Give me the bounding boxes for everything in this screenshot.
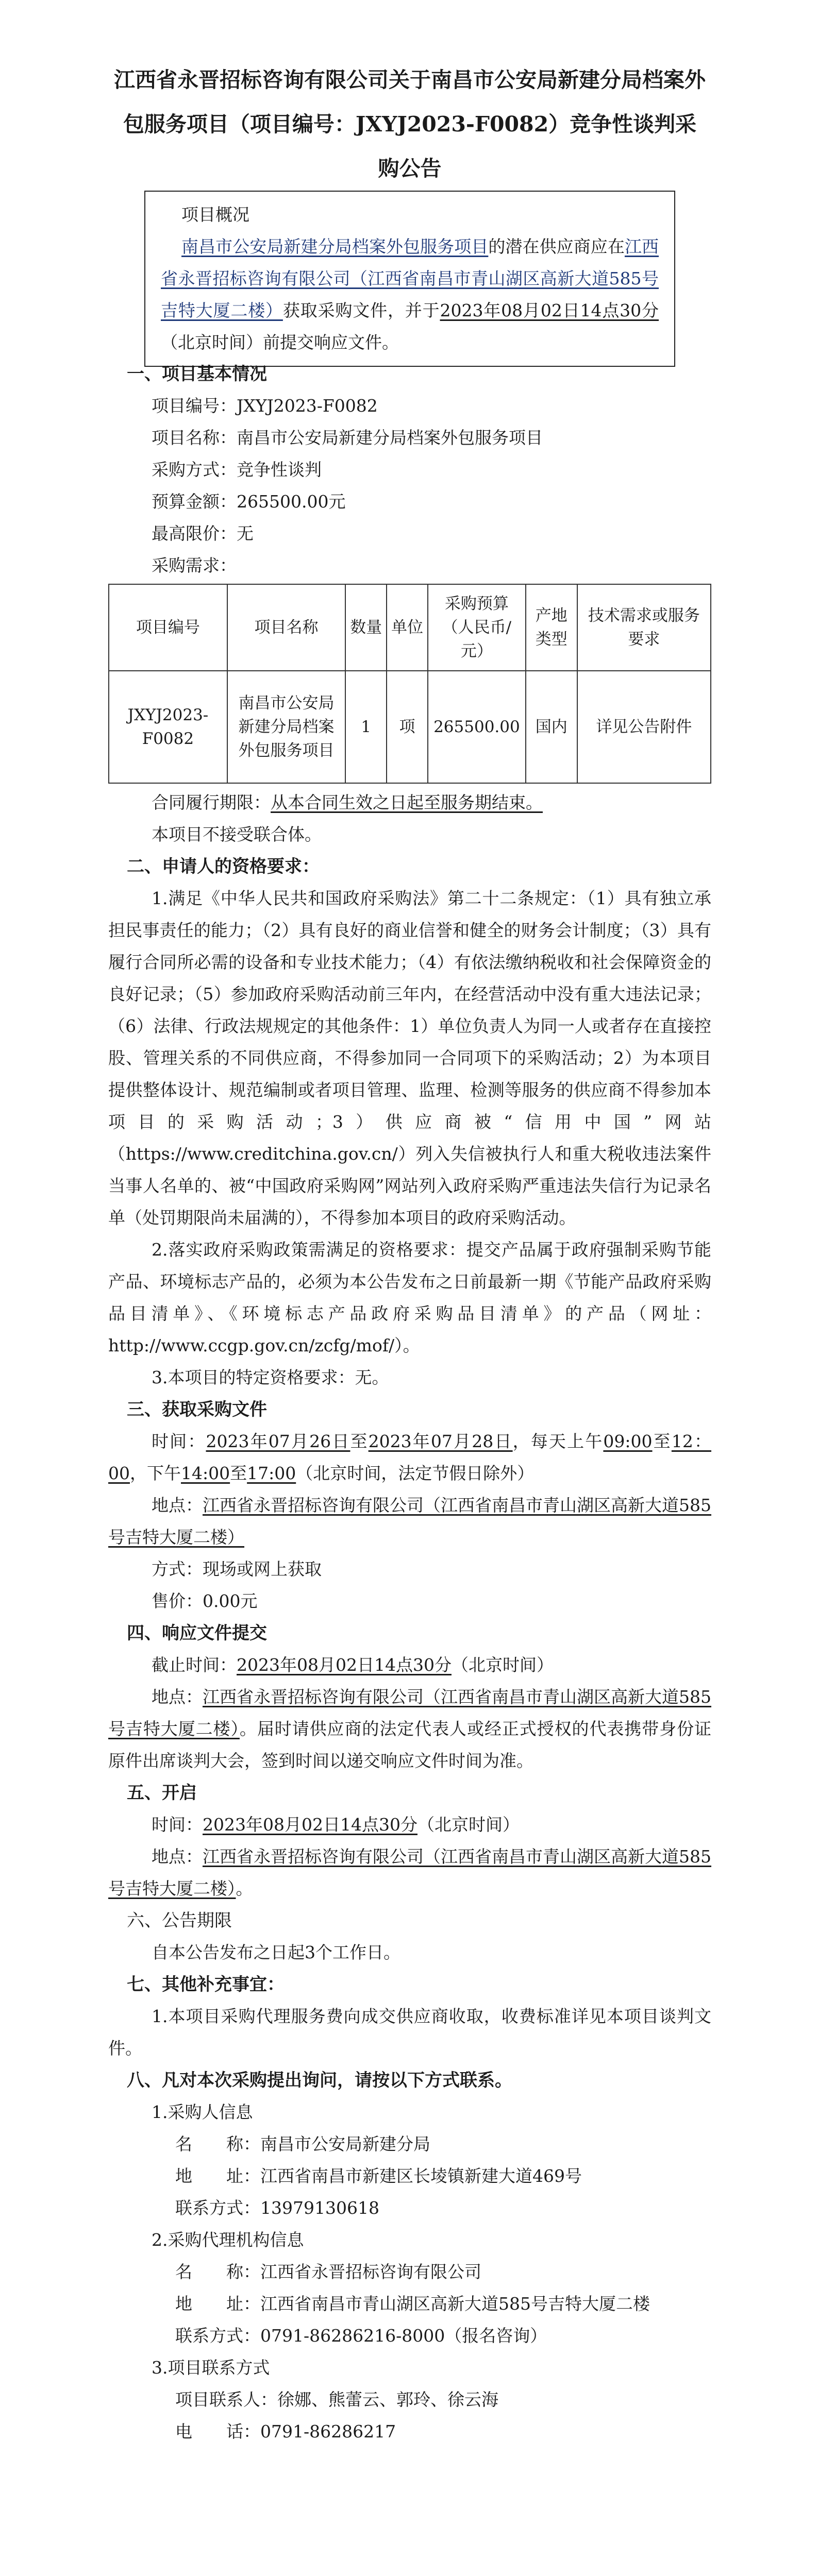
to-text: 至 (652, 1431, 672, 1451)
project-contact-phone (108, 2416, 711, 2448)
table-header-cell: 技术需求或服务要求 (577, 584, 711, 671)
place-suffix: 。届时请供应商的法定代表人或经正式授权的代表携带身份证原件出席谈判大会，签到时间以递交响应文件时间为准。 (108, 1719, 712, 1771)
agency-name (108, 2256, 711, 2288)
demand-label: 采购需求： (152, 555, 237, 575)
table-header-row (109, 584, 711, 671)
project-contact-person (108, 2384, 711, 2416)
table-cell: 项 (387, 671, 428, 783)
agency-phone (108, 2320, 711, 2352)
phone-value: 0791-86286217 (260, 2421, 396, 2442)
table-row (109, 671, 711, 783)
overview-heading: 项目概况 (181, 205, 249, 225)
phone-label: 联系方式： (175, 2198, 260, 2218)
table-cell: JXYJ2023-F0082 (109, 671, 227, 783)
time-suffix: （北京时间） (417, 1815, 520, 1835)
qualification-paragraph-3: 3.本项目的特定资格要求：无。 (152, 1367, 389, 1387)
project-number: 项目编号：JXYJ2023-F0082 (152, 396, 378, 416)
page-title: 江西省永晋招标咨询有限公司关于南昌市公安局新建分局档案外包服务项目（项目编号：JXYJ2023-F0082）竞争性谈判采购公告 (114, 67, 706, 181)
table-header-cell: 数量 (345, 584, 387, 671)
overview-text-a: 的潜在供应商应在 (488, 236, 625, 257)
acquisition-way: 方式：现场或网上获取 (152, 1559, 322, 1579)
name-value: 江西省永晋招标咨询有限公司 (260, 2262, 481, 2282)
overview-text-c: （北京时间）前提交响应文件。 (161, 332, 399, 352)
time-label: 时间： (152, 1815, 203, 1835)
place-suffix: 。 (236, 1878, 253, 1899)
contract-period-value: 从本合同生效之日起至服务期结束。 (271, 792, 543, 812)
contract-period (108, 787, 711, 819)
purchaser-address (108, 2160, 711, 2192)
opening-time (108, 1809, 711, 1841)
afternoon-text: ，下午 (130, 1463, 181, 1483)
table-header-cell: 项目名称 (227, 584, 345, 671)
overview-deadline: 2023年08月02日14点30分 (440, 300, 659, 320)
overview-text-b: 获取采购文件，并于 (282, 300, 440, 320)
document-price: 售价：0.00元 (152, 1591, 258, 1611)
table-header-cell: 单位 (387, 584, 428, 671)
overview-text (161, 231, 659, 359)
name-label: 名 称： (175, 2134, 260, 2154)
section-5-heading: 五、开启 (127, 1783, 197, 1803)
afternoon-start: 14:00 (181, 1463, 230, 1483)
announcement-body (108, 358, 711, 2448)
acquisition-place (108, 1489, 711, 1553)
contract-period-label: 合同履行期限： (152, 792, 271, 812)
address-value: 江西省南昌市青山湖区高新大道585号吉特大厦二楼 (260, 2294, 650, 2314)
to-text: 至 (350, 1431, 369, 1451)
overview-agency-link[interactable]: 江西省永晋招标咨询有限公司（江西省南昌市青山湖区高新大道585号吉特大厦二楼） (161, 236, 659, 320)
table-cell: 详见公告附件 (577, 671, 711, 783)
project-name: 项目名称：南昌市公安局新建分局档案外包服务项目 (152, 428, 543, 448)
contact-person-value: 徐娜、熊蕾云、郭玲、徐云海 (277, 2389, 498, 2410)
phone-label: 电 话： (175, 2421, 260, 2442)
contact-person-label: 项目联系人： (175, 2389, 277, 2410)
section-4-heading: 四、响应文件提交 (127, 1623, 267, 1643)
submission-deadline (108, 1649, 711, 1681)
section-3-heading: 三、获取采购文件 (127, 1399, 267, 1420)
deadline-suffix: （北京时间） (451, 1655, 554, 1675)
place-label: 地点： (152, 1846, 203, 1867)
section-1-heading: 一、项目基本情况 (127, 364, 267, 384)
max-price: 最高限价：无 (152, 523, 254, 544)
notice-period: 自本公告发布之日起3个工作日。 (152, 1942, 400, 1962)
table-cell: 1 (345, 671, 387, 783)
table-header-cell: 采购预算（人民币/元） (428, 584, 526, 671)
purchaser-name (108, 2128, 711, 2160)
submission-place (108, 1681, 711, 1777)
opening-place (108, 1841, 711, 1905)
qualification-paragraph-1: 1.满足《中华人民共和国政府采购法》第二十二条规定：（1）具有独立承担民事责任的能力；（2）具有良好的商业信誉和健全的财务会计制度；（3）具有履行合同所必需的设备和专业技术能力；（4）有依法缴纳税收和社会保障资金的良好记录；（5）参加政府采购活动前三年内，在经营活动中没有重大违法记录；（6）法律、行政法规规定的其他条件：1）单位负责人为同一人或者存在直接控股、管理关系的不同供应商，不得参加同一合同项下的采购活动；2）为本项目提供整体设计、规范编制或者项目管理、监理、检测等服务的供应商不得参加本项目的采购活动；3）供应商被“信用中国”网站（https://www.creditchina.gov.cn/）列入失信被执行人和重大税收违法案件当事人名单的、被“中国政府采购网”网站列入政府采购严重违法失信行为记录名单（处罚期限尚未届满的），不得参加本项目的政府采购活动。 (108, 888, 711, 1228)
deadline-value: 2023年08月02日14点30分 (237, 1655, 452, 1675)
agency-address (108, 2288, 711, 2320)
opening-time-value: 2023年08月02日14点30分 (203, 1815, 418, 1835)
place-label: 地点： (152, 1687, 203, 1707)
requirements-table (108, 584, 711, 784)
address-value: 江西省南昌市新建区长堎镇新建大道469号 (260, 2166, 582, 2186)
purchaser-phone (108, 2192, 711, 2224)
project-overview-box (144, 191, 675, 367)
table-header-cell: 产地类型 (526, 584, 577, 671)
time-label: 时间： (152, 1431, 206, 1451)
project-contact-title: 3.项目联系方式 (152, 2358, 270, 2378)
place-value: 江西省永晋招标咨询有限公司（江西省南昌市青山湖区高新大道585号吉特大厦二楼） (108, 1846, 711, 1899)
end-date: 2023年07月28日 (368, 1431, 513, 1451)
morning-end: 12：00 (108, 1431, 712, 1483)
phone-value: 0791-86286216-8000（报名咨询） (260, 2326, 547, 2346)
overview-project-name: 南昌市公安局新建分局档案外包服务项目 (181, 236, 489, 257)
qualification-paragraph-2: 2.落实政府采购政策需满足的资格要求：提交产品属于政府强制采购节能产品、环境标志产品的，必须为本公告发布之日前最新一期《节能产品政府采购品目清单》、《环境标志产品政府采购品目清单》的产品（网址：http://www.ccgp.gov.cn/zcfg/mof/）。 (108, 1240, 711, 1355)
section-8-heading: 八、凡对本次采购提出询问，请按以下方式联系。 (127, 2070, 512, 2091)
afternoon-end: 17:00 (247, 1463, 296, 1483)
section-7-heading: 七、其他补充事宜： (127, 1974, 285, 1995)
start-date: 2023年07月26日 (206, 1431, 350, 1451)
table-cell: 国内 (526, 671, 577, 783)
acquisition-time (108, 1426, 711, 1489)
section-2-heading: 二、申请人的资格要求： (127, 856, 320, 877)
time-suffix: （北京时间，法定节假日除外） (296, 1463, 535, 1483)
name-value: 南昌市公安局新建分局 (260, 2134, 430, 2154)
phone-label: 联系方式： (175, 2326, 260, 2346)
deadline-label: 截止时间： (152, 1655, 237, 1675)
to-text: 至 (230, 1463, 247, 1483)
address-label: 地 址： (175, 2166, 260, 2186)
procurement-method: 采购方式：竞争性谈判 (152, 460, 322, 480)
daily-text: ，每天上午 (512, 1431, 604, 1451)
place-value: 江西省永晋招标咨询有限公司（江西省南昌市青山湖区高新大道585号吉特大厦二楼） (108, 1495, 711, 1547)
purchaser-info-title: 1.采购人信息 (152, 2102, 253, 2122)
table-cell: 265500.00 (428, 671, 526, 783)
table-header-cell: 项目编号 (109, 584, 227, 671)
morning-start: 09:00 (603, 1431, 653, 1451)
agency-info-title: 2.采购代理机构信息 (152, 2230, 304, 2250)
address-label: 地 址： (175, 2294, 260, 2314)
phone-value: 13979130618 (260, 2198, 379, 2218)
consortium-note: 本项目不接受联合体。 (152, 824, 322, 844)
budget-amount: 预算金额：265500.00元 (152, 492, 346, 512)
other-matters: 1.本项目采购代理服务费向成交供应商收取，收费标准详见本项目谈判文件。 (108, 2006, 711, 2058)
name-label: 名 称： (175, 2262, 260, 2282)
section-6-heading: 六、公告期限 (127, 1910, 232, 1931)
place-label: 地点： (152, 1495, 203, 1515)
place-value: 江西省永晋招标咨询有限公司（江西省南昌市青山湖区高新大道585号吉特大厦二楼） (108, 1687, 711, 1739)
table-cell: 南昌市公安局新建分局档案外包服务项目 (227, 671, 345, 783)
